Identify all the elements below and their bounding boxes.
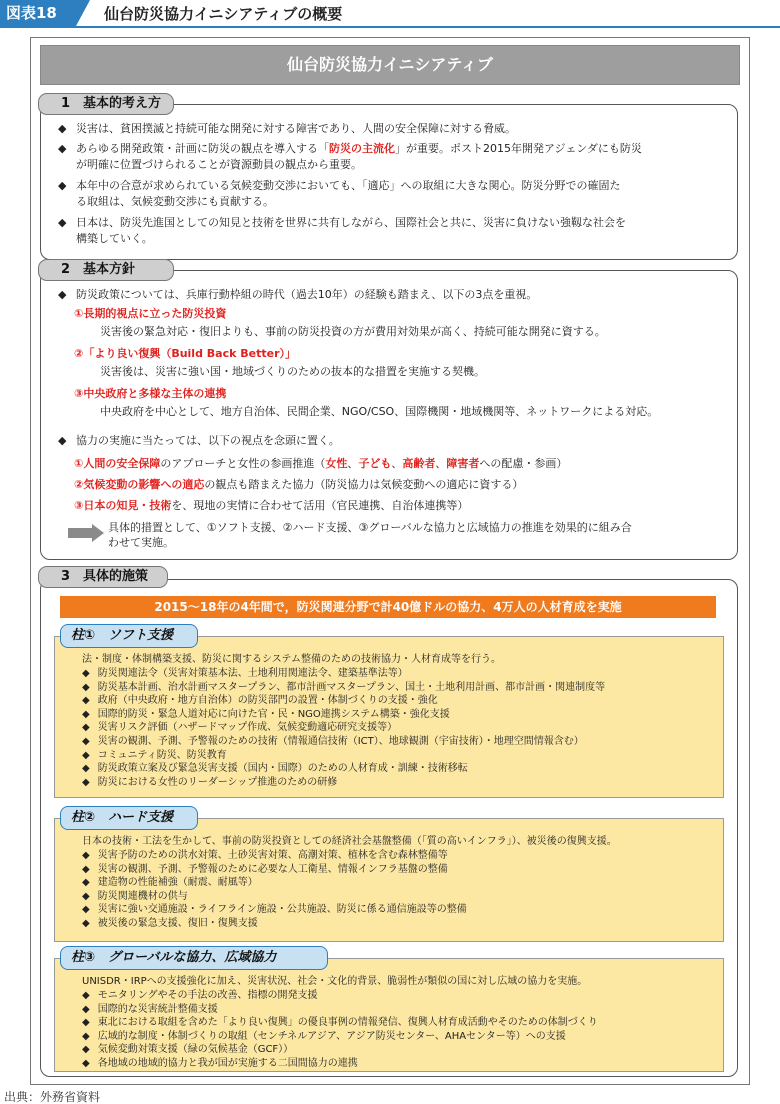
diamond-bullet-icon: ◆ xyxy=(82,1044,90,1056)
figure-label: 図表18 xyxy=(0,0,76,26)
section1-tab: 1 基本的考え方 xyxy=(38,93,174,115)
diamond-bullet-icon: ◆ xyxy=(82,776,90,788)
pillar-list-item: ◆ 東北における取組を含めた「より良い復興」の優良事例の情報発信、復興人材育成活動やそのための体制づくり xyxy=(82,1017,598,1029)
banner-title: 仙台防災協力イニシアティブ xyxy=(40,45,740,85)
pillar-list-item: ◆ 防災関連機材の供与 xyxy=(82,890,188,902)
s2-point-2-body: 災害後は、災害に強い国・地域づくりのための抜本的な措置を実施する契機。 xyxy=(100,365,485,378)
diamond-bullet-icon: ◆ xyxy=(82,918,90,929)
s1-item-1: ◆ 災害は、貧困撲滅と持続可能な開発に対する障害であり、人間の安全保障に対する脅威。 xyxy=(58,122,516,135)
pillar-list-item: ◆ コミュニティ防災、防災教育 xyxy=(82,749,227,761)
diamond-bullet-icon: ◆ xyxy=(82,722,90,734)
diamond-bullet-icon: ◆ xyxy=(82,863,90,875)
pillar-list-item: ◆ 防災関連法令（災害対策基本法、土地利用関連法令、建築基準法等） xyxy=(82,668,408,679)
diamond-bullet-icon: ◆ xyxy=(82,990,90,1001)
diamond-bullet-icon: ◆ xyxy=(82,904,90,916)
pillar-list-item: ◆ 災害の観測、予測、予警報のために必要な人工衛星、情報インフラ基盤の整備 xyxy=(82,863,448,875)
diamond-bullet-icon: ◆ xyxy=(82,736,90,747)
pillar-list-item: ◆ 防災における女性のリーダーシップ推進のための研修 xyxy=(82,776,338,788)
diamond-bullet-icon: ◆ xyxy=(58,288,67,301)
s2-point-3-head: ③中央政府と多様な主体の連携 xyxy=(74,387,227,400)
diamond-bullet-icon: ◆ xyxy=(82,877,90,889)
pillar-list-item: ◆ 災害の観測、予測、予警報のための技術（情報通信技術（ICT）、地球観測（宇宙技術）・地理空間情報含む） xyxy=(82,736,584,747)
s2-measures: 具体的措置として、①ソフト支援、②ハード支援、③グローバルな協力と広域協力の推進を効果的に組み合 わせて実施。 xyxy=(108,521,632,549)
s2-point-2-head: ②「より良い復興（Build Back Better）」 xyxy=(74,347,296,360)
diamond-bullet-icon: ◆ xyxy=(58,122,67,135)
pillar-list-item: ◆ 建造物の性能補強（耐震、耐風等） xyxy=(82,877,258,889)
section3-tab: 3 具体的施策 xyxy=(38,566,168,588)
diamond-bullet-icon: ◆ xyxy=(58,142,67,155)
diamond-bullet-icon: ◆ xyxy=(82,668,90,679)
pillar3-lead: UNISDR・IRPへの支援強化に加え、災害状況、社会・文化的背景、脆弱性が類似の国に対し広域の協力を実施。 xyxy=(82,976,588,987)
pillar-list-item: ◆ 防災基本計画、治水計画マスタープラン、都市計画マスタープラン、国土・土地利用計画、都市計画・関連制度等 xyxy=(82,681,606,693)
pillar-list-item: ◆ 災害予防のための洪水対策、土砂災害対策、高潮対策、植林を含む森林整備等 xyxy=(82,850,448,861)
pillar2-lead: 日本の技術・工法を生かして、事前の防災投資としての経済社会基盤整備（「質の高いインフラ」）、被災後の復興支援。 xyxy=(82,836,617,847)
pillar-list-item: ◆ 被災後の緊急支援、復旧・復興支援 xyxy=(82,918,258,929)
section2-tab: 2 基本方針 xyxy=(38,259,174,281)
diamond-bullet-icon: ◆ xyxy=(82,763,90,775)
s2-intro: ◆ 防災政策については、兵庫行動枠組の時代（過去10年）の経験も踏まえ、以下の3点を重視。 xyxy=(58,288,538,301)
diamond-bullet-icon: ◆ xyxy=(82,749,90,761)
s2-point-1-body: 災害後の緊急対応・復旧よりも、事前の防災投資の方が費用対効果が高く、持続可能な開発に資する。 xyxy=(100,325,606,338)
s2-point-3-body: 中央政府を中心として、地方自治体、民間企業、NGO/CSO、国際機関・地域機関等、ネットワークによる対応。 xyxy=(100,405,659,418)
s1-item-4: ◆ 日本は、防災先進国としての知見と技術を世界に共有しながら、国際社会と共に、災害に負けない強靱な社会を 構築していく。 xyxy=(58,216,626,245)
right-arrow-icon xyxy=(68,524,104,542)
s2-viewpoint-2: ②気候変動の影響への適応の観点も踏まえた協力（防災協力は気候変動への適応に資する） xyxy=(74,478,524,491)
pillar3-tab: 柱③ グローバルな協力、広域協力 xyxy=(60,946,328,970)
pillar-list-item: ◆ 災害リスク評価（ハザードマップ作成、気候変動適応研究支援等） xyxy=(82,722,398,734)
diamond-bullet-icon: ◆ xyxy=(82,681,90,693)
diamond-bullet-icon: ◆ xyxy=(82,1058,90,1069)
pillar-list-item: ◆ 政府（中央政府・地方自治体）の防災部門の設置・体制づくりの支援・強化 xyxy=(82,695,438,707)
pillar-list-item: ◆ 災害に強い交通施設・ライフライン施設・公共施設、防災に係る通信施設等の整備 xyxy=(82,904,467,916)
diamond-bullet-icon: ◆ xyxy=(82,708,90,720)
pillar-list-item: ◆ 広域的な制度・体制づくりの取組（センチネルアジア、アジア防災センター、AHAセンター等）への支援 xyxy=(82,1030,566,1042)
diamond-bullet-icon: ◆ xyxy=(82,850,90,861)
diamond-bullet-icon: ◆ xyxy=(82,1030,90,1042)
diamond-bullet-icon: ◆ xyxy=(82,1017,90,1029)
diamond-bullet-icon: ◆ xyxy=(82,1003,90,1015)
diamond-bullet-icon: ◆ xyxy=(58,216,67,229)
s2-viewpoint-3: ③日本の知見・技術を、現地の実情に合わせて活用（官民連携、自治体連携等） xyxy=(74,499,469,512)
s2-intro2: ◆ 協力の実施に当たっては、以下の視点を念頭に置く。 xyxy=(58,434,340,447)
s2-point-1-head: ①長期的視点に立った防災投資 xyxy=(74,307,227,320)
pillar-list-item: ◆ 国際的防災・緊急人道対応に向けた官・民・NGO連携システム構築・強化支援 xyxy=(82,708,450,720)
highlight-bar: 2015～18年の4年間で，防災関連分野で計40億ドルの協力、4万人の人材育成を実施 xyxy=(60,596,716,618)
pillar2-tab: 柱② ハード支援 xyxy=(60,806,198,830)
pillar-list-item: ◆ 各地域の地域的協力と我が国が実施する二国間協力の連携 xyxy=(82,1058,358,1069)
pillar1-lead: 法・制度・体制構築支援、防災に関するシステム整備のための技術協力・人材育成等を行う。 xyxy=(82,654,501,665)
diamond-bullet-icon: ◆ xyxy=(58,179,67,192)
diamond-bullet-icon: ◆ xyxy=(82,890,90,902)
s2-viewpoint-1: ①人間の安全保障のアプローチと女性の参画推進（女性、子ども、高齢者、障害者への配慮・参画） xyxy=(74,457,568,470)
figure-header xyxy=(0,0,780,28)
diamond-bullet-icon: ◆ xyxy=(82,695,90,707)
pillar-list-item: ◆ モニタリングやその手法の改善、指標の開発支援 xyxy=(82,990,318,1001)
figure-title: 仙台防災協力イニシアティブの概要 xyxy=(104,5,343,23)
s1-item-3: ◆ 本年中の合意が求められている気候変動交渉においても、「適応」への取組に大きな関心。防災分野での確固た る取組は、気候変動交渉にも貢献する。 xyxy=(58,179,621,208)
s1-item-2: ◆ あらゆる開発政策・計画に防災の観点を導入する「防災の主流化」が重要。ポスト2015年開発アジェンダにも防災 が明確に位置づけられることが資源動員の観点から重要。 xyxy=(58,142,642,171)
pillar-list-item: ◆ 国際的な災害統計整備支援 xyxy=(82,1003,218,1015)
pillar-list-item: ◆ 気候変動対策支援（緑の気候基金（GCF）） xyxy=(82,1044,294,1056)
source-note: 出典：外務省資料 xyxy=(4,1090,101,1104)
pillar1-tab: 柱① ソフト支援 xyxy=(60,624,198,648)
pillar-list-item: ◆ 防災政策立案及び緊急災害支援（国内・国際）のための人材育成・訓練・技術移転 xyxy=(82,763,468,775)
diamond-bullet-icon: ◆ xyxy=(58,434,67,447)
